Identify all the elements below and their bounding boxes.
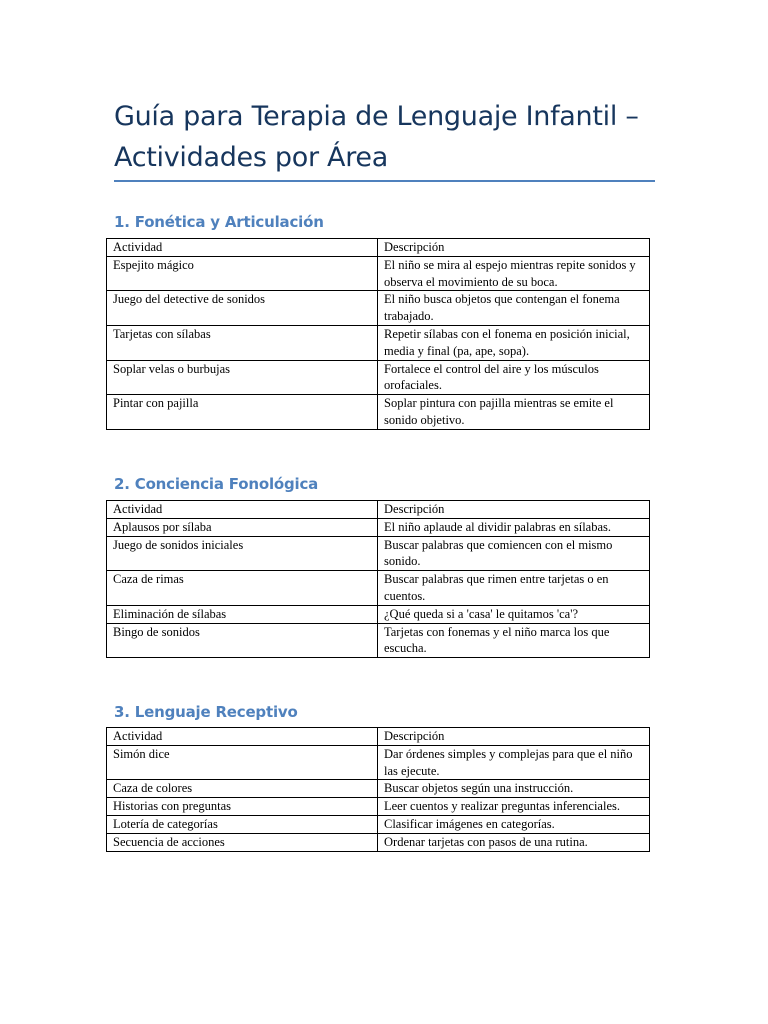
activity-cell: Secuencia de acciones <box>107 833 378 851</box>
header-cell-actividad: Actividad <box>107 728 378 746</box>
activity-cell: Tarjetas con sílabas <box>107 325 378 360</box>
table-row <box>107 571 650 606</box>
table-row <box>107 518 650 536</box>
table-row <box>107 256 650 291</box>
description-cell: El niño aplaude al dividir palabras en sílabas. <box>378 518 650 536</box>
activity-cell: Historias con preguntas <box>107 798 378 816</box>
description-cell: Buscar objetos según una instrucción. <box>378 780 650 798</box>
activity-cell: Pintar con pajilla <box>107 395 378 430</box>
activity-cell: Caza de colores <box>107 780 378 798</box>
table-row <box>107 291 650 326</box>
description-cell: Repetir sílabas con el fonema en posición inicial, media y final (pa, ape, sopa). <box>378 325 650 360</box>
table-row <box>107 833 650 851</box>
table-row <box>107 780 650 798</box>
table-header-row <box>107 239 650 257</box>
header-cell-descripcion: Descripción <box>378 728 650 746</box>
header-cell-descripcion: Descripción <box>378 501 650 519</box>
description-cell: Buscar palabras que comiencen con el mismo sonido. <box>378 536 650 571</box>
table-row <box>107 745 650 780</box>
activity-cell: Lotería de categorías <box>107 815 378 833</box>
activity-cell: Soplar velas o burbujas <box>107 360 378 395</box>
description-cell: ¿Qué queda si a 'casa' le quitamos 'ca'? <box>378 605 650 623</box>
description-cell: Ordenar tarjetas con pasos de una rutina. <box>378 833 650 851</box>
table-header-row <box>107 728 650 746</box>
section-heading-lenguaje-receptivo: 3. Lenguaje Receptivo <box>114 703 298 721</box>
description-cell: El niño se mira al espejo mientras repite sonidos y observa el movimiento de su boca. <box>378 256 650 291</box>
section-heading-fonetica: 1. Fonética y Articulación <box>114 213 324 231</box>
table-row <box>107 798 650 816</box>
activity-cell: Aplausos por sílaba <box>107 518 378 536</box>
activity-cell: Espejito mágico <box>107 256 378 291</box>
table-fonetica <box>106 238 650 430</box>
document-title: Guía para Terapia de Lenguaje Infantil – Actividades por Área <box>114 101 639 173</box>
header-cell-actividad: Actividad <box>107 501 378 519</box>
table-row <box>107 815 650 833</box>
description-cell: Buscar palabras que rimen entre tarjetas o en cuentos. <box>378 571 650 606</box>
description-cell: El niño busca objetos que contengan el fonema trabajado. <box>378 291 650 326</box>
table-row <box>107 360 650 395</box>
description-cell: Tarjetas con fonemas y el niño marca los que escucha. <box>378 623 650 658</box>
table-header-row <box>107 501 650 519</box>
activity-cell: Juego del detective de sonidos <box>107 291 378 326</box>
description-cell: Clasificar imágenes en categorías. <box>378 815 650 833</box>
activity-cell: Eliminación de sílabas <box>107 605 378 623</box>
description-cell: Fortalece el control del aire y los músculos orofaciales. <box>378 360 650 395</box>
table-conciencia-fonologica <box>106 500 650 658</box>
table-row <box>107 325 650 360</box>
table-row <box>107 536 650 571</box>
title-divider <box>114 180 655 182</box>
activity-cell: Bingo de sonidos <box>107 623 378 658</box>
header-cell-actividad: Actividad <box>107 239 378 257</box>
table-lenguaje-receptivo <box>106 727 650 852</box>
table-row <box>107 395 650 430</box>
description-cell: Soplar pintura con pajilla mientras se emite el sonido objetivo. <box>378 395 650 430</box>
description-cell: Leer cuentos y realizar preguntas inferenciales. <box>378 798 650 816</box>
table-row <box>107 623 650 658</box>
table-row <box>107 605 650 623</box>
activity-cell: Caza de rimas <box>107 571 378 606</box>
description-cell: Dar órdenes simples y complejas para que el niño las ejecute. <box>378 745 650 780</box>
activity-cell: Juego de sonidos iniciales <box>107 536 378 571</box>
section-heading-conciencia-fonologica: 2. Conciencia Fonológica <box>114 475 319 493</box>
activity-cell: Simón dice <box>107 745 378 780</box>
header-cell-descripcion: Descripción <box>378 239 650 257</box>
